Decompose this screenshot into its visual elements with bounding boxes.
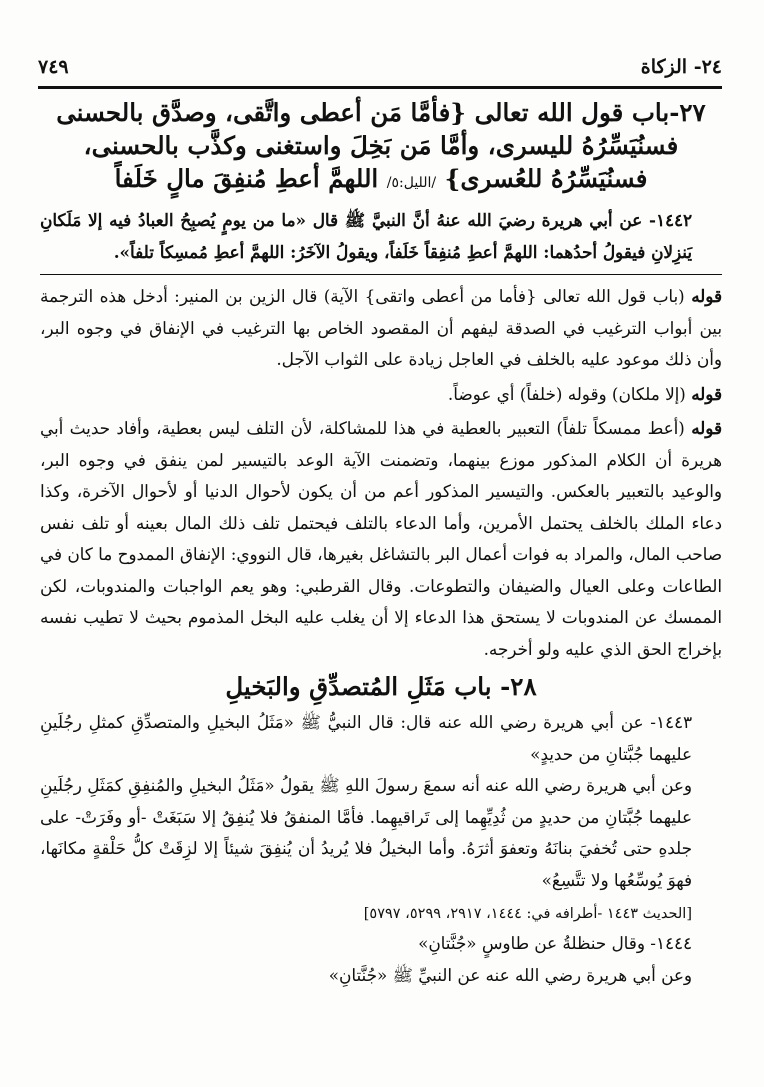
commentary-lead-1: قوله [691, 286, 722, 306]
hadith-1443: ١٤٤٣- عن أبي هريرة رضي الله عنه قال: قال النبيُّ ﷺ «مَثَلُ البخيلِ والمتصدِّقِ كمثلِ رجُلَينِ عليهما جُبَّتانِ من حديدٍ» [40, 712, 692, 764]
hadith-1443-second-narration: وعن أبي هريرة رضي الله عنه أنه سمعَ رسولَ اللهِ ﷺ يقولُ «مَثَلُ البخيلِ والمُنفِقِ كمَثَلِ رجُلَينِ عليهما جُبَّتانِ من حديدٍ من ثُدِيِّهِما إلى تَراقيهِما. فأمَّا المنفقُ فلا يُنفِقُ إلا سَبَغَتْ -أو وفَرَتْ- على جلدهِ حتى تُخفيَ بنانَهُ وتعفوَ أثرَهُ. وأما البخيلُ فلا يُريدُ أن يُنفِقَ شيئاً إلا لزِقَتْ كلُّ حَلْقةٍ مكانَها، فهوَ يُوسِّعُها ولا تتَّسِعُ» [40, 775, 692, 890]
chapter-title: ٢٤- الزكاة [640, 56, 722, 78]
commentary-lead-3: قوله [691, 418, 722, 438]
commentary-paragraph-3 [40, 413, 722, 665]
hadith-cross-references: [الحديث ١٤٤٣ -أطرافه في: ١٤٤٤، ٢٩١٧، ٥٢٩٩، ٥٧٩٧] [363, 906, 692, 922]
quran-reference: /الليل:٥/ [386, 175, 437, 191]
chapter-heading-27-title: ٢٧-باب قول الله تعالى {فأمَّا مَن أعطى واتَّقى، وصدَّق بالحسنى فسنُيَسِّرُهُ لليسرى، وأمَّا مَن بَخِلَ واستغنى وكذَّب بالحسنى، فسنُيَسِّرُهُ للعُسرى} [56, 98, 706, 193]
hadith-1444-second-narration: وعن أبي هريرة رضي الله عنه عن النبيِّ ﷺ «جُنَّتانِ» [328, 964, 692, 985]
header-rule [38, 86, 722, 89]
hadith-1442: ١٤٤٢- عن أبي هريرة رضيَ الله عنهُ أنَّ النبيَّ ﷺ قال «ما من يومٍ يُصبِحُ العبادُ فيه إلا مَلَكانِ يَنزِلانِ فيقولُ أحدُهما: اللهمَّ أعطِ مُنفِقاً خَلَفاً، ويقولُ الآخَرُ: اللهمَّ أعطِ مُمسِكاً تلفاً». [40, 210, 692, 262]
commentary-text-3: (أعط ممسكاً تلفاً) التعبير بالعطية في هذا للمشاكلة، لأن التلف ليس بعطية، وأفاد حديث أبي هريرة أن الكلام المذكور موزع بينهما، وتضمنت الآية الوعد بالتيسير لمن ينفق في وجوه البر، والوعيد بالتعبير بالعكس. والتيسير المذكور أعم من أن يكون لأحوال الدنيا أو لأحوال الآخرة، وكذا دعاء الملك بالخلف يحتمل الأمرين، وأما الدعاء بالتلف فيحتمل تلف ذلك المال بعينه أو تلف نفس صاحب المال، والمراد به فوات أعمال البر بالتشاغل بغيرها، قال النووي: الإنفاق الممدوح ما كان في الطاعات وعلى العيال والضيفان والتطوعات. وقال القرطبي: وهو يعم الواجبات والمندوبات، لكن الممسك عن المندوبات لا يستحق هذا الدعاء إلا أن يغلب عليه البخل المذموم بحيث لا تطيب نفسه بإخراج الحق الذي عليه ولو أخرجه. [40, 418, 722, 659]
commentary-text-2: (إلا ملكان) وقوله (خلفاً) أي عوضاً. [447, 383, 686, 404]
chapter-heading-27 [40, 96, 722, 200]
commentary-paragraph-2 [40, 379, 722, 411]
chapter-heading-27-dua: اللهمَّ أعطِ مُنفِقَ مالٍ خَلَفاً [114, 164, 379, 193]
hadith-1444: ١٤٤٤- وقال حنظلةُ عن طاوسٍ «جُنَّتانِ» [418, 933, 692, 953]
section-divider [40, 274, 722, 275]
page-number: ٧٤٩ [38, 56, 69, 78]
running-header [38, 50, 722, 84]
commentary-paragraph-1 [40, 281, 722, 376]
page-body [40, 96, 722, 991]
chapter-heading-28: ٢٨- باب مَثَلِ المُتصدِّقِ والبَخيلِ [225, 672, 537, 701]
commentary-lead-2: قوله [691, 383, 722, 404]
commentary-text-1: (باب قول الله تعالى {فأما من أعطى واتقى} الآية) قال الزين بن المنير: أدخل هذه الترجمة بين أبواب الترغيب في الصدقة ليفهم أن المقصود الخاص بها الترغيب في الإنفاق في وجوه البر، وأن ذلك موعود عليه بالخلف في العاجل زيادة على الثواب الآجل. [40, 286, 722, 369]
